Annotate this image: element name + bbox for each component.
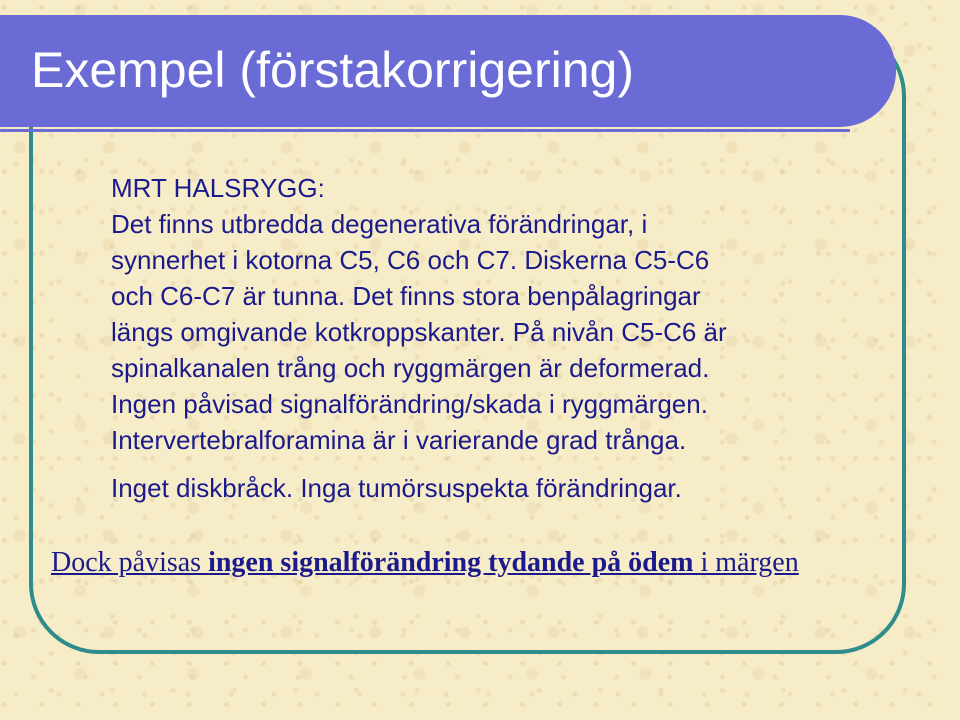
title-underline: [0, 129, 850, 132]
body-line-7: Ingen påvisad signalförändring/skada i ryggmärgen.: [111, 389, 708, 419]
slide-title: Exempel (förstakorrigering): [31, 42, 634, 98]
footer-part-1: Dock påvisas: [51, 547, 209, 578]
slide-body: [111, 170, 727, 506]
body-line-6: spinalkanalen trång och ryggmärgen är deformerad.: [111, 353, 710, 383]
body-line-3: synnerhet i kotorna C5, C6 och C7. Diskerna C5-C6: [111, 245, 710, 275]
body-line-9: Inget diskbråck. Inga tumörsuspekta förändringar.: [111, 473, 682, 503]
footer-part-2: ingen signalförändring tydande på ödem: [208, 547, 694, 578]
footer-note: [51, 545, 799, 581]
footer-part-3: i märgen: [693, 547, 799, 578]
body-line-8: Intervertebralforamina är i varierande grad trånga.: [111, 425, 687, 455]
body-line-1: MRT HALSRYGG:: [111, 173, 325, 203]
body-line-4: och C6-C7 är tunna. Det finns stora benpålagringar: [111, 281, 701, 311]
body-line-5: längs omgivande kotkroppskanter. På nivån C5-C6 är: [111, 317, 727, 347]
body-line-2: Det finns utbredda degenerativa förändringar, i: [111, 209, 648, 239]
